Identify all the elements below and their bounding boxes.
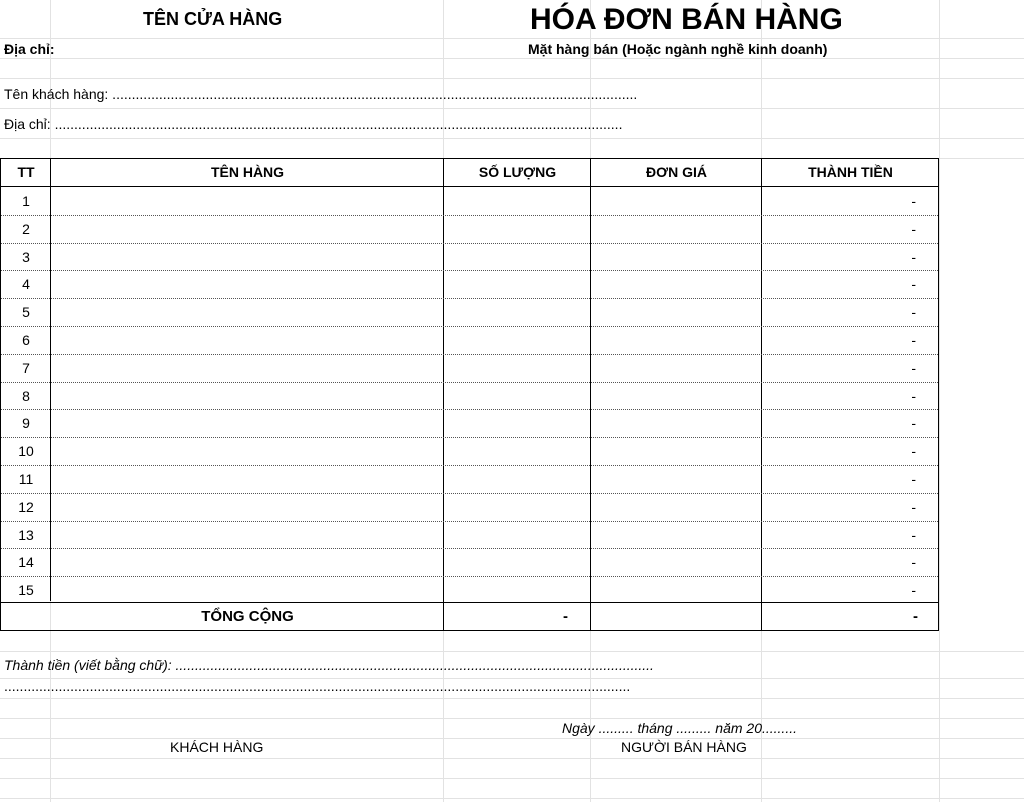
column-header-quantity[interactable]: SỐ LƯỢNG: [478, 164, 557, 180]
seller-signature-label[interactable]: NGƯỜI BÁN HÀNG: [621, 739, 747, 755]
total-amount[interactable]: -: [913, 608, 918, 625]
row-number[interactable]: 1: [22, 193, 30, 209]
row-amount[interactable]: -: [911, 499, 916, 515]
row-divider: [1, 215, 938, 216]
header-divider: [1, 186, 938, 187]
row-divider: [1, 465, 938, 466]
customer-address-line[interactable]: Địa chỉ: ..................................................................................................................................................: [4, 116, 623, 132]
row-divider: [1, 354, 938, 355]
row-amount[interactable]: -: [911, 388, 916, 404]
row-amount[interactable]: -: [911, 415, 916, 431]
row-divider: [1, 576, 938, 577]
row-number[interactable]: 12: [18, 499, 34, 515]
column-divider: [590, 159, 591, 630]
row-amount[interactable]: -: [911, 304, 916, 320]
customer-signature-label[interactable]: KHÁCH HÀNG: [170, 739, 264, 755]
row-number[interactable]: 6: [22, 332, 30, 348]
grid-row-line: [0, 798, 1024, 799]
column-divider: [443, 159, 444, 630]
grid-row-line: [0, 738, 1024, 739]
grid-row-line: [0, 698, 1024, 699]
shop-address-label[interactable]: Địa chỉ:: [4, 41, 55, 57]
row-divider: [1, 298, 938, 299]
date-line[interactable]: Ngày ......... tháng ......... năm 20.........: [562, 720, 797, 736]
column-header-unit-price[interactable]: ĐƠN GIÁ: [646, 164, 707, 180]
grid-row-line: [0, 58, 1024, 59]
customer-name-line[interactable]: Tên khách hàng: .......................................................................................................................................: [4, 86, 638, 102]
row-amount[interactable]: -: [911, 443, 916, 459]
grid-row-line: [0, 138, 1024, 139]
total-quantity[interactable]: -: [563, 608, 568, 625]
grid-row-line: [0, 718, 1024, 719]
row-divider: [1, 409, 938, 410]
invoice-subtitle[interactable]: Mặt hàng bán (Hoặc ngành nghề kinh doanh): [528, 41, 828, 57]
column-header-tt[interactable]: TT: [17, 164, 35, 180]
row-number[interactable]: 4: [22, 276, 30, 292]
column-header-amount[interactable]: THÀNH TIỀN: [808, 164, 893, 180]
row-number[interactable]: 11: [18, 471, 34, 487]
row-amount[interactable]: -: [911, 554, 916, 570]
row-divider: [1, 326, 938, 327]
row-amount[interactable]: -: [911, 276, 916, 292]
column-header-item-name[interactable]: TÊN HÀNG: [210, 164, 285, 180]
row-divider: [1, 493, 938, 494]
row-number[interactable]: 7: [22, 360, 30, 376]
grid-row-line: [0, 38, 1024, 39]
grid-row-line: [0, 651, 1024, 652]
amount-in-words-line[interactable]: Thành tiền (viết bằng chữ): ...........................................................................................................................: [4, 657, 654, 673]
row-number[interactable]: 14: [18, 554, 34, 570]
row-divider: [1, 548, 938, 549]
grid-column-line: [939, 0, 940, 802]
amount-in-words-continuation[interactable]: .................................................................................................................................................................: [4, 678, 631, 694]
grid-row-line: [0, 758, 1024, 759]
row-divider: [1, 243, 938, 244]
row-number[interactable]: 10: [18, 443, 34, 459]
row-amount[interactable]: -: [911, 582, 916, 598]
row-divider: [1, 270, 938, 271]
row-number[interactable]: 5: [22, 304, 30, 320]
shop-name[interactable]: TÊN CỬA HÀNG: [143, 9, 283, 29]
row-number[interactable]: 9: [22, 415, 30, 431]
row-number[interactable]: 15: [18, 582, 34, 598]
row-divider: [1, 437, 938, 438]
column-divider: [761, 159, 762, 630]
row-divider: [1, 382, 938, 383]
items-table: [0, 158, 939, 631]
row-amount[interactable]: -: [911, 193, 916, 209]
row-divider: [1, 521, 938, 522]
row-amount[interactable]: -: [911, 527, 916, 543]
grid-row-line: [0, 78, 1024, 79]
row-number[interactable]: 13: [18, 527, 34, 543]
row-amount[interactable]: -: [911, 332, 916, 348]
row-amount[interactable]: -: [911, 360, 916, 376]
total-label[interactable]: TỔNG CỘNG: [201, 608, 294, 625]
grid-row-line: [0, 778, 1024, 779]
row-amount[interactable]: -: [911, 249, 916, 265]
row-amount[interactable]: -: [911, 221, 916, 237]
invoice-title[interactable]: HÓA ĐƠN BÁN HÀNG: [530, 3, 843, 36]
grid-row-line: [0, 108, 1024, 109]
row-number[interactable]: 2: [22, 221, 30, 237]
row-amount[interactable]: -: [911, 471, 916, 487]
row-number[interactable]: 3: [22, 249, 30, 265]
row-number[interactable]: 8: [22, 388, 30, 404]
